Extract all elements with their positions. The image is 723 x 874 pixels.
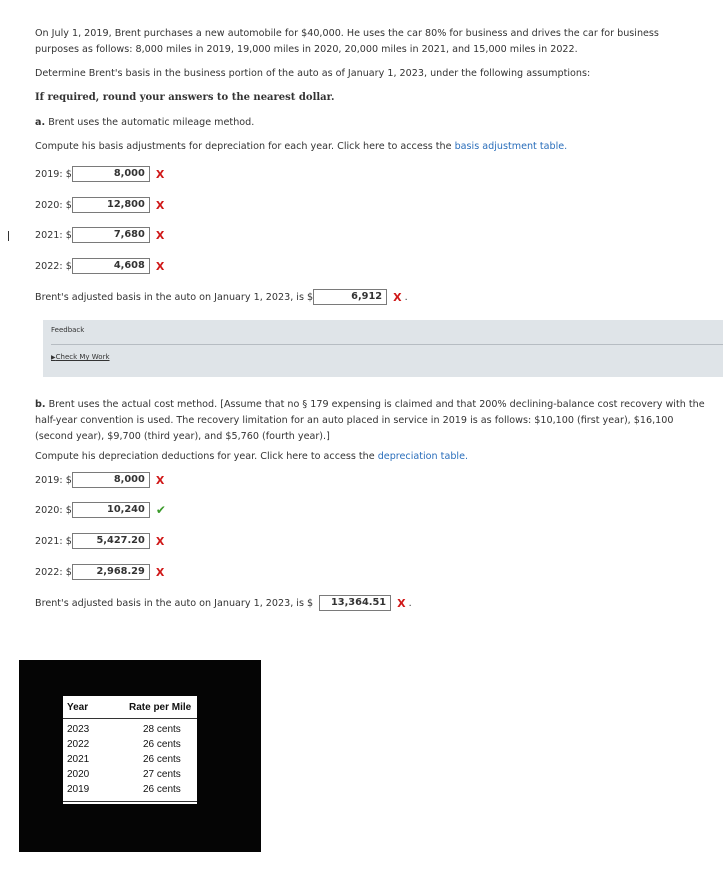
- year-label: 2022: $: [35, 260, 72, 272]
- part-a-instruction-text: Compute his basis adjustments for depreciation for each year. Click here to access the: [35, 141, 455, 152]
- incorrect-x-icon: X: [155, 167, 165, 181]
- text-cursor: [8, 231, 9, 241]
- check-my-work-label: Check My Work: [55, 353, 110, 361]
- rounding-instruction: If required, round your answers to the nearest dollar.: [35, 92, 335, 103]
- part-b-text-line1: Brent uses the actual cost method. [Assume that no § 179 expensing is claimed and that 200% declining-balance cost recovery with the: [48, 399, 705, 410]
- year-cell: 2023: [67, 724, 90, 735]
- sentence-period: .: [408, 597, 412, 609]
- determine-instruction: Determine Brent's basis in the business portion of the auto as of January 1, 2023, under the following assumptions:: [35, 68, 591, 79]
- part-a-letter: a.: [35, 117, 46, 128]
- answer-input-a-2020[interactable]: 12,800: [72, 197, 150, 213]
- part-b-instruction: [35, 449, 468, 465]
- basis-adjustment-table-link[interactable]: basis adjustment table.: [454, 141, 568, 152]
- answer-input-a-2021[interactable]: 7,680: [72, 227, 150, 243]
- table-header: [63, 696, 197, 719]
- table-row: [63, 769, 197, 784]
- table-row: [63, 739, 197, 754]
- check-my-work-toggle[interactable]: [51, 353, 110, 361]
- table-bottom-rule: [63, 801, 197, 802]
- incorrect-x-icon: X: [155, 259, 165, 273]
- answer-input-b-2021[interactable]: 5,427.20: [72, 533, 150, 549]
- year-label: 2021: $: [35, 535, 72, 547]
- answer-input-b-2019[interactable]: 8,000: [72, 472, 150, 488]
- rate-per-mile-table: [63, 696, 197, 804]
- answer-input-b-2020[interactable]: 10,240: [72, 502, 150, 518]
- part-b-adjusted-basis: [35, 593, 412, 613]
- rate-cell: 26 cents: [143, 784, 181, 795]
- triangle-right-icon: ▶: [51, 354, 56, 361]
- incorrect-x-icon: X: [393, 290, 402, 304]
- rate-cell: 26 cents: [143, 739, 181, 750]
- part-a-heading: [35, 115, 254, 131]
- year-cell: 2021: [67, 754, 90, 765]
- table-row: [63, 724, 197, 739]
- answer-input-a-2019[interactable]: 8,000: [72, 166, 150, 182]
- adjusted-basis-label: Brent's adjusted basis in the auto on January 1, 2023, is $: [35, 291, 314, 303]
- feedback-divider: [51, 344, 723, 345]
- table-row: [63, 754, 197, 769]
- incorrect-x-icon: X: [155, 473, 165, 487]
- part-a-instruction: [35, 139, 567, 155]
- year-label: 2021: $: [35, 229, 72, 241]
- year-cell: 2020: [67, 769, 90, 780]
- rate-table-image: [19, 660, 261, 852]
- feedback-panel: [43, 320, 723, 377]
- year-cell: 2019: [67, 784, 90, 795]
- part-b-row-2021: [35, 531, 164, 551]
- col-rate-header: Rate per Mile: [129, 702, 192, 713]
- part-b-instruction-text: Compute his depreciation deductions for year. Click here to access the: [35, 451, 378, 462]
- year-label: 2022: $: [35, 566, 72, 578]
- feedback-title: Feedback: [51, 326, 85, 334]
- answer-input-a-2022[interactable]: 4,608: [72, 258, 150, 274]
- part-b-row-2022: [35, 562, 164, 582]
- part-a-heading-text: Brent uses the automatic mileage method.: [48, 117, 255, 128]
- year-label: 2020: $: [35, 504, 72, 516]
- answer-input-b-adjusted-basis[interactable]: 13,364.51: [319, 595, 391, 611]
- part-b-text-line3: (second year), $9,700 (third year), and $5,760 (fourth year).]: [35, 431, 330, 442]
- rate-cell: 27 cents: [143, 769, 181, 780]
- year-label: 2020: $: [35, 199, 72, 211]
- correct-check-icon: ✔: [155, 503, 166, 517]
- problem-text-line2: purposes as follows: 8,000 miles in 2019, 19,000 miles in 2020, 20,000 miles in 2021, and 15,000 miles in 2022.: [35, 44, 578, 55]
- part-b-letter: b.: [35, 399, 46, 410]
- part-b-row-2019: [35, 470, 164, 490]
- sentence-period: .: [404, 291, 408, 303]
- incorrect-x-icon: X: [397, 596, 406, 610]
- part-a-row-2022: [35, 256, 164, 276]
- part-a-adjusted-basis: [35, 287, 408, 307]
- year-cell: 2022: [67, 739, 90, 750]
- rate-cell: 26 cents: [143, 754, 181, 765]
- rate-cell: 28 cents: [143, 724, 181, 735]
- incorrect-x-icon: X: [155, 228, 165, 242]
- incorrect-x-icon: X: [155, 565, 165, 579]
- part-b-text-line2: half-year convention is used. The recovery limitation for an auto placed in service in 2019 is as follows: $10,100 (first year), $16,100: [35, 415, 674, 426]
- year-label: 2019: $: [35, 474, 72, 486]
- part-a-row-2019: [35, 164, 164, 184]
- answer-input-a-adjusted-basis[interactable]: 6,912: [313, 289, 387, 305]
- part-b-heading-line1: [35, 397, 705, 413]
- table-row: [63, 784, 197, 799]
- part-b-row-2020: [35, 500, 166, 520]
- answer-input-b-2022[interactable]: 2,968.29: [72, 564, 150, 580]
- incorrect-x-icon: X: [155, 198, 165, 212]
- part-a-row-2020: [35, 195, 164, 215]
- adjusted-basis-label: Brent's adjusted basis in the auto on January 1, 2023, is $: [35, 597, 314, 609]
- part-a-row-2021: [35, 225, 164, 245]
- col-year-header: Year: [67, 702, 89, 713]
- incorrect-x-icon: X: [155, 534, 165, 548]
- problem-text-line1: On July 1, 2019, Brent purchases a new automobile for $40,000. He uses the car 80% for business and drives the car for business: [35, 28, 659, 39]
- year-label: 2019: $: [35, 168, 72, 180]
- depreciation-table-link[interactable]: depreciation table.: [377, 451, 469, 462]
